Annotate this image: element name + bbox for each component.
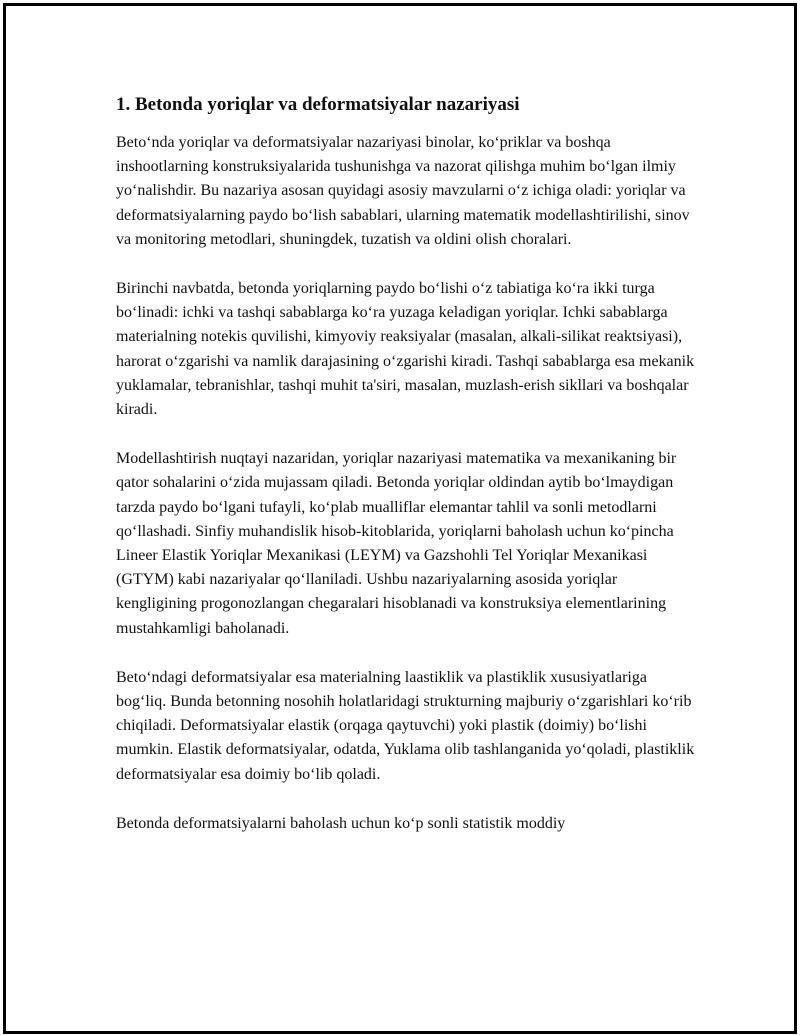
paragraph-5: Betonda deformatsiyalarni baholash uchun ko‘p sonli statistik moddiy	[116, 814, 566, 832]
paragraph-1: Beto‘nda yoriqlar va deformatsiyalar nazariyasi binolar, ko‘priklar va boshqa inshootlarning konstruksiyalarida tushunishga va nazorat qilishga muhim bo‘lgan ilmiy yo‘nalishdir. Bu nazariya asosan quyidagi asosiy mavzularni o‘z ichiga oladi: yoriqlar va deformatsiyalarning paydo bo‘lish sabablari, ularning matematik modellashtirilishi, sinov va monitoring metodlari, shuningdek, tuzatish va oldini olish choralari.	[116, 134, 690, 248]
paragraph-3: Modellashtirish nuqtayi nazaridan, yoriqlar nazariyasi matematika va mexanikaning bir qator sohalarini o‘zida mujassam qiladi. Betonda yoriqlar oldindan aytib bo‘lmaydigan tarzda paydo bo‘lgani tufayli, ko‘plab mualliflar elemantar tahlil va sonli metodlarni qo‘llashadi. Sinfiy muhandislik hisob-kitoblarida, yoriqlarni baholash uchun ko‘pincha Lineer Elastik Yoriqlar Mexanikasi (LEYM) va Gazshohli Tel Yoriqlar Mexanikasi (GTYM) kabi nazariyalar qo‘llaniladi. Ushbu nazariyalarning asosida yoriqlar kengligining progonozlangan chegaralari hisoblanadi va konstruksiya elementlarining mustahkamligi baholanadi.	[116, 450, 677, 637]
paragraph-4: Beto‘ndagi deformatsiyalar esa materialning laastiklik va plastiklik xususiyatlariga bog‘liq. Bunda betonning nosohih holatlaridagi strukturning majburiy o‘zgarishlari ko‘rib chiqiladi. Deformatsiyalar elastik (orqaga qaytuvchi) yoki plastik (doimiy) bo‘lishi mumkin. Elastik deformatsiyalar, odatda, Yuklama olib tashlanganida yo‘qoladi, plastiklik deformatsiyalar esa doimiy bo‘lib qoladi.	[116, 668, 695, 783]
paragraph-2: Birinchi navbatda, betonda yoriqlarning paydo bo‘lishi o‘z tabiatiga ko‘ra ikki turga bo‘linadi: ichki va tashqi sabablarga ko‘ra yuzaga keladigan yoriqlar. Ichki sabablarga materialning notekis quvilishi, kimyoviy reaksiyalar (masalan, alkali-silikat reaktsiyasi), harorat o‘zgarishi va namlik darajasining o‘zgarishi kiradi. Tashqi sabablarga esa mekanik yuklamalar, tebranishlar, tashqi muhit ta'siri, masalan, muzlash-erish sikllari va boshqalar kiradi.	[116, 280, 695, 419]
document-body	[116, 92, 696, 861]
section-heading: 1. Betonda yoriqlar va deformatsiyalar nazariyasi	[116, 94, 520, 115]
